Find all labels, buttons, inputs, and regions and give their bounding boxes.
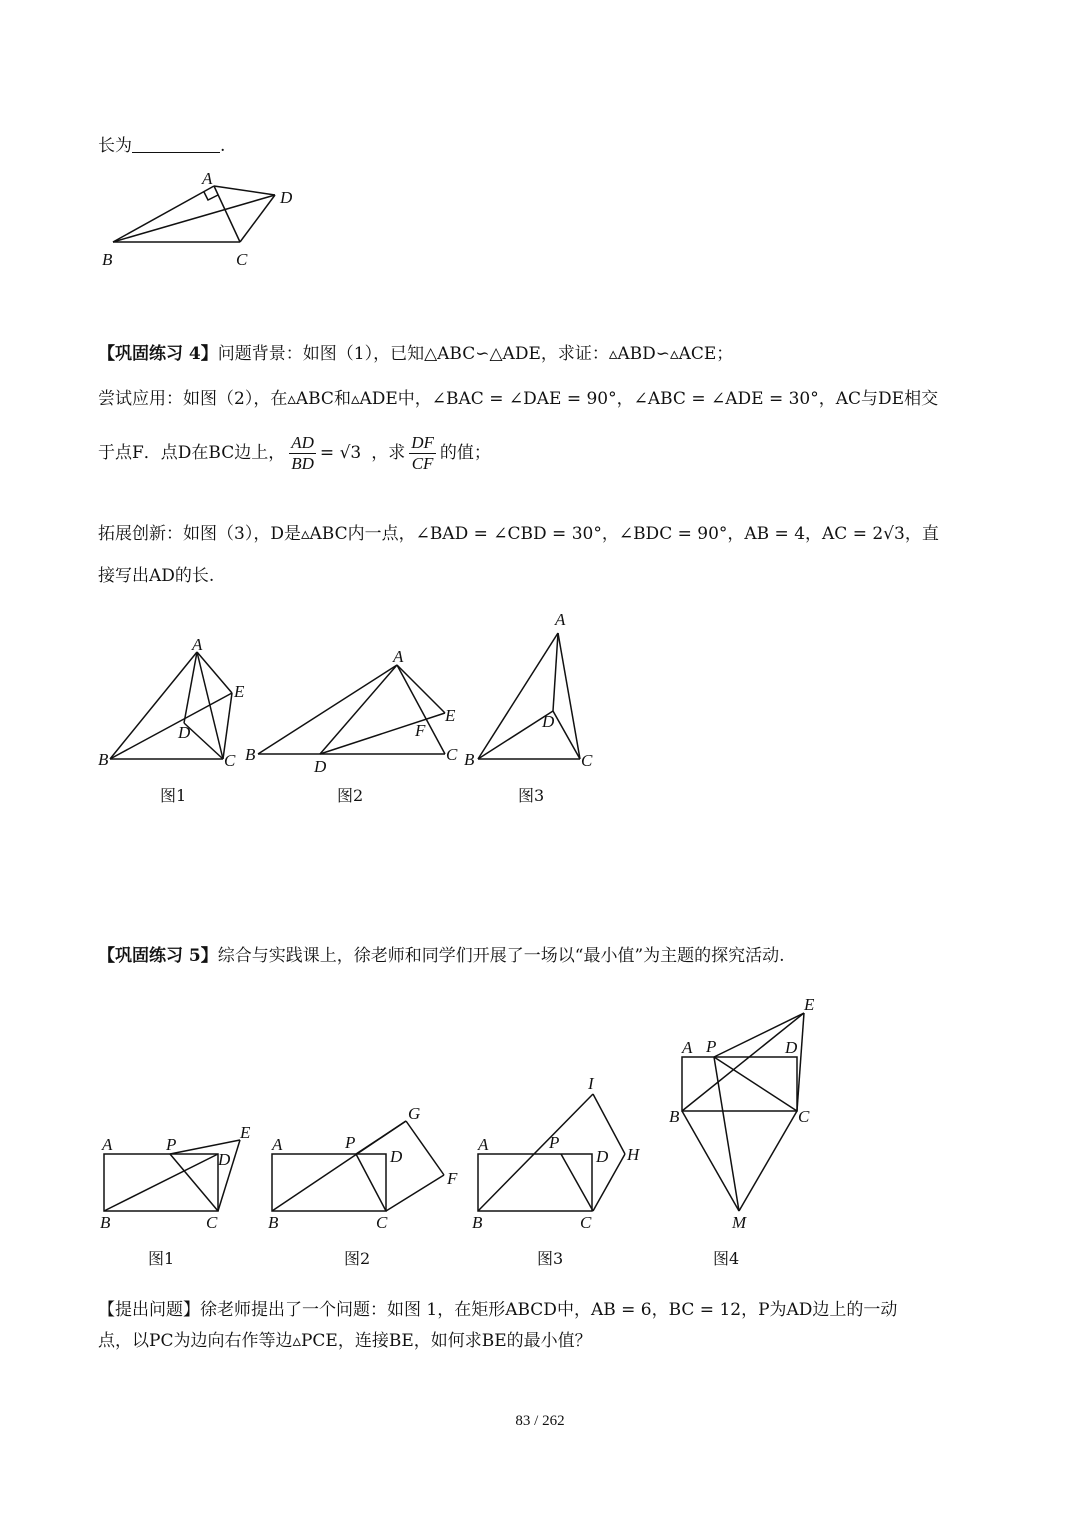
ex5-fig4 xyxy=(669,995,815,1268)
ex5-title: 【巩固练习 5】 xyxy=(98,946,218,966)
ex5-fig2 xyxy=(268,1104,458,1268)
ex4-fig1-label-D: D xyxy=(178,723,191,742)
top-fragment-suffix: . xyxy=(220,136,226,156)
segment-BA xyxy=(113,186,214,242)
ex4-fig2-caption: 图2 xyxy=(337,786,364,805)
ex4-fig3-label-A: A xyxy=(555,610,566,629)
ex4-line4: 拓展创新：如图（3），D是▵ABC内一点，∠BAD = ∠CBD = 30°，∠BDC = 90°，AB = 4，AC = 2√3，直 xyxy=(98,524,939,544)
ex4-fig3 xyxy=(464,610,593,805)
ex4-fig2 xyxy=(245,647,458,805)
ex4-line3-a: 于点F．点D在BC边上， xyxy=(98,443,286,463)
ex5-fig3-label-H: H xyxy=(627,1145,640,1164)
ex4-line3 xyxy=(98,430,491,476)
ex5-fig4-label-D: D xyxy=(785,1038,798,1057)
ex4-fig1 xyxy=(98,635,245,805)
fraction-df-cf xyxy=(409,433,436,474)
ex4-fig3-label-B: B xyxy=(464,750,475,769)
ex5-fig4-label-P: P xyxy=(706,1037,717,1056)
fraction-ad-bd xyxy=(289,433,316,474)
ex4-fig2-label-D: D xyxy=(314,757,327,776)
ex5-intro-line xyxy=(98,944,785,968)
right-angle-mark xyxy=(204,192,218,200)
fraction-ad-bd-den: BD xyxy=(291,453,314,473)
ex5-fig4-label-C: C xyxy=(798,1107,810,1126)
ex5-fig2-label-A: A xyxy=(272,1135,283,1154)
ex5-fig2-label-B: B xyxy=(268,1213,279,1232)
fraction-df-cf-den: CF xyxy=(411,453,434,473)
ex4-line2: 尝试应用：如图（2），在▵ABC和▵ADE中，∠BAC = ∠DAE = 90°，∠ABC = ∠ADE = 30°，AC与DE相交 xyxy=(98,389,939,409)
ex5-fig3-label-B: B xyxy=(472,1213,483,1232)
ex5-fig4-label-M: M xyxy=(732,1213,747,1232)
ex5-fig1-label-C: C xyxy=(206,1213,218,1232)
ex5-fig2-label-G: G xyxy=(408,1104,421,1123)
ex5-figures xyxy=(90,990,850,1280)
ex5-fig1 xyxy=(100,1123,251,1268)
ex4-fig2-label-F: F xyxy=(415,721,426,740)
segment-DC xyxy=(240,195,275,242)
ex5-fig4-label-A: A xyxy=(682,1038,693,1057)
ex4-fig1-label-A: A xyxy=(192,635,203,654)
label-C: C xyxy=(236,250,248,269)
question-title: 【提出问题】 xyxy=(98,1300,200,1320)
top-fragment xyxy=(98,134,225,158)
top-figure xyxy=(90,165,310,275)
question-line2: 点，以PC为边向右作等边▵PCE，连接BE，如何求BE的最小值？ xyxy=(98,1331,592,1351)
ex4-line3-c: 的值； xyxy=(439,443,491,463)
ex5-fig1-caption: 图1 xyxy=(148,1249,175,1268)
ex4-fig1-label-C: C xyxy=(224,751,236,770)
ex5-fig3-label-P: P xyxy=(549,1133,560,1152)
segment-AD xyxy=(214,186,275,195)
ex5-fig1-label-A: A xyxy=(102,1135,113,1154)
ex4-background: 问题背景：如图（1），已知△ABC∽△ADE，求证：▵ABD∽▵ACE； xyxy=(217,344,734,364)
fraction-ad-bd-value: = √3 xyxy=(319,443,362,463)
ex5-fig3-label-D: D xyxy=(596,1147,609,1166)
ex5-fig1-label-E: E xyxy=(240,1123,251,1142)
page-number: 83 / 262 xyxy=(515,1413,565,1429)
top-fragment-prefix: 长为 xyxy=(98,136,132,156)
label-A: A xyxy=(202,169,213,188)
ex5-fig2-label-D: D xyxy=(390,1147,403,1166)
ex4-figures xyxy=(90,605,650,815)
answer-blank[interactable] xyxy=(132,134,220,153)
ex4-fig2-label-C: C xyxy=(446,745,458,764)
fraction-ad-bd-num: AD xyxy=(291,432,314,452)
ex5-fig4-caption: 图4 xyxy=(713,1249,740,1268)
ex4-fig2-label-B: B xyxy=(245,745,256,764)
ex5-fig1-label-P: P xyxy=(166,1135,177,1154)
ex5-fig3-label-I: I xyxy=(588,1074,594,1093)
label-D: D xyxy=(280,188,293,207)
ex4-fig1-label-E: E xyxy=(234,682,245,701)
ex4-fig3-label-C: C xyxy=(581,751,593,770)
ex5-fig2-label-C: C xyxy=(376,1213,388,1232)
segment-BD xyxy=(113,195,275,242)
segment-AC xyxy=(214,186,240,242)
ex5-fig4-label-B: B xyxy=(669,1107,680,1126)
label-B: B xyxy=(102,250,113,269)
ex5-fig3-label-A: A xyxy=(478,1135,489,1154)
ex4-line3-b: ，求 xyxy=(371,443,406,463)
ex5-fig2-label-P: P xyxy=(345,1133,356,1152)
ex5-fig3-caption: 图3 xyxy=(537,1249,564,1268)
ex4-fig2-label-A: A xyxy=(393,647,404,666)
ex5-fig3-label-C: C xyxy=(580,1213,592,1232)
ex5-fig2-label-F: F xyxy=(447,1169,458,1188)
ex4-title: 【巩固练习 4】 xyxy=(98,344,218,364)
ex4-fig1-label-B: B xyxy=(98,750,109,769)
ex4-fig2-label-E: E xyxy=(445,706,456,725)
ex5-fig1-label-B: B xyxy=(100,1213,111,1232)
question-line1 xyxy=(98,1298,897,1322)
ex5-intro: 综合与实践课上，徐老师和同学们开展了一场以“最小值”为主题的探究活动. xyxy=(217,946,785,966)
ex5-fig1-label-D: D xyxy=(218,1150,231,1169)
ex5-fig4-label-E: E xyxy=(804,995,815,1014)
ex5-fig3 xyxy=(472,1074,641,1268)
ex4-fig1-caption: 图1 xyxy=(160,786,187,805)
ex4-line5: 接写出AD的长. xyxy=(98,566,215,586)
fraction-df-cf-num: DF xyxy=(411,432,434,452)
question-text-1: 徐老师提出了一个问题：如图 1，在矩形ABCD中，AB = 6，BC = 12，P为AD边上的一动 xyxy=(200,1300,898,1320)
ex4-fig3-label-D: D xyxy=(542,712,555,731)
ex4-line1 xyxy=(98,342,733,366)
ex5-fig2-caption: 图2 xyxy=(344,1249,371,1268)
ex4-fig3-caption: 图3 xyxy=(518,786,545,805)
